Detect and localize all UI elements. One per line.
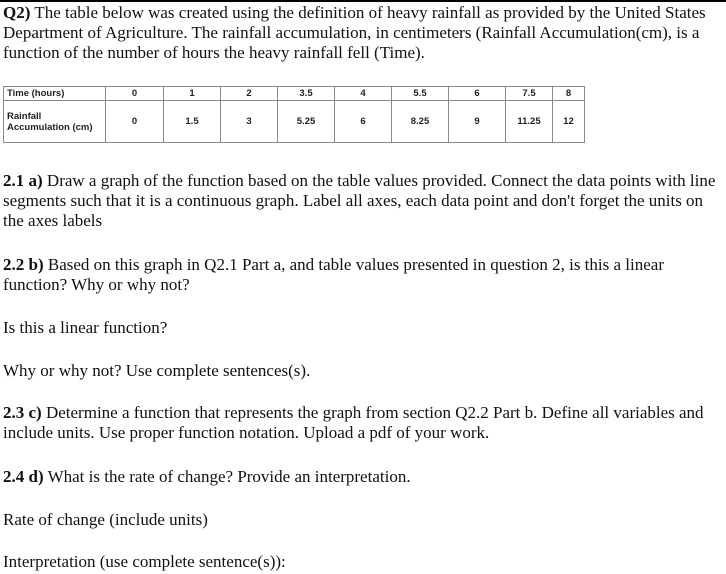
- question-2-4-label: 2.4 d): [3, 467, 44, 486]
- time-cell: 1: [164, 87, 221, 101]
- rainfall-cell: 6: [335, 101, 392, 143]
- time-cell: 2: [221, 87, 278, 101]
- time-row: [4, 87, 585, 101]
- time-row-header: Time (hours): [4, 87, 106, 101]
- linear-function-prompt: Is this a linear function?: [3, 318, 168, 337]
- rainfall-cell: 12: [553, 101, 585, 143]
- question-2-2-label: 2.2 b): [3, 255, 44, 274]
- question-2-3: [3, 403, 721, 443]
- question-2-3-label: 2.3 c): [3, 403, 42, 422]
- question-2-intro: [3, 3, 723, 63]
- rainfall-cell: 3: [221, 101, 278, 143]
- rainfall-cell: 0: [106, 101, 164, 143]
- time-cell: 5.5: [392, 87, 449, 101]
- question-2-4: [3, 467, 721, 487]
- rainfall-cell: 8.25: [392, 101, 449, 143]
- question-2-2: [3, 255, 721, 295]
- question-label: Q2): [3, 3, 31, 22]
- rainfall-cell: 5.25: [278, 101, 335, 143]
- top-border: [0, 0, 726, 2]
- time-cell: 0: [106, 87, 164, 101]
- question-2-1: [3, 171, 721, 231]
- rainfall-cell: 11.25: [506, 101, 553, 143]
- time-cell: 4: [335, 87, 392, 101]
- rainfall-row-header: Rainfall Accumulation (cm): [4, 101, 106, 143]
- question-text: The table below was created using the definition of heavy rainfall as provided by the United States Department of Agriculture. The rainfall accumulation, in centimeters (Rainfall Accumulation(cm), is a function of the number of hours the heavy rainfall fell (Time).: [3, 3, 706, 62]
- rainfall-cell: 9: [449, 101, 506, 143]
- rainfall-row: [4, 101, 585, 143]
- question-2-1-label: 2.1 a): [3, 171, 43, 190]
- question-2-3-text: Determine a function that represents the graph from section Q2.2 Part b. Define all variables and include units. Use proper function notation. Upload a pdf of your work.: [3, 403, 704, 442]
- time-cell: 3.5: [278, 87, 335, 101]
- question-2-2-text: Based on this graph in Q2.1 Part a, and table values presented in question 2, is this a linear function? Why or why not?: [3, 255, 664, 294]
- time-cell: 8: [553, 87, 585, 101]
- interpretation-prompt: Interpretation (use complete sentence(s)):: [3, 552, 286, 571]
- time-cell: 7.5: [506, 87, 553, 101]
- question-2-1-text: Draw a graph of the function based on the table values provided. Connect the data points with line segments such that it is a continuous graph. Label all axes, each data point and don't forget the units on the axes labels: [3, 171, 716, 230]
- rainfall-cell: 1.5: [164, 101, 221, 143]
- time-cell: 6: [449, 87, 506, 101]
- rainfall-table: [3, 86, 585, 143]
- rate-of-change-prompt: Rate of change (include units): [3, 510, 208, 529]
- question-2-4-text: What is the rate of change? Provide an interpretation.: [47, 467, 411, 486]
- why-prompt: Why or why not? Use complete sentences(s).: [3, 361, 311, 380]
